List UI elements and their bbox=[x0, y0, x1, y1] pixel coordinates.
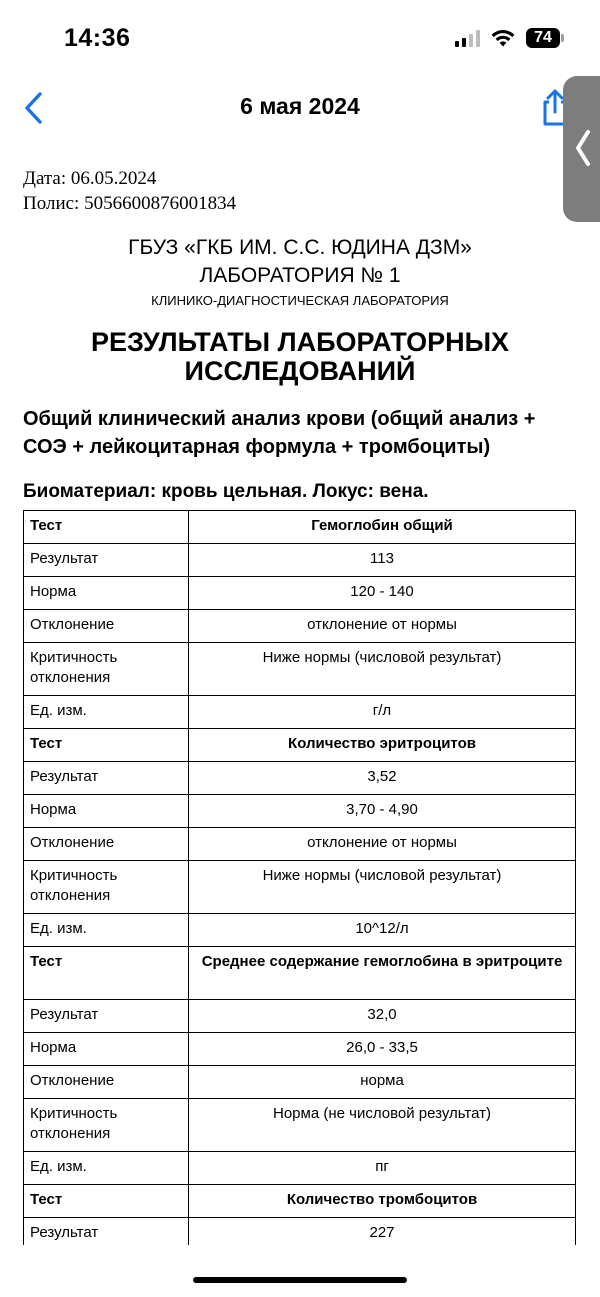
table-row bbox=[24, 643, 576, 696]
table-row bbox=[24, 762, 576, 795]
criticality-value: Норма (не числовой результат) bbox=[189, 1099, 576, 1152]
report-title: РЕЗУЛЬТАТЫ ЛАБОРАТОРНЫХ ИССЛЕДОВАНИЙ bbox=[90, 327, 510, 386]
side-panel-handle[interactable] bbox=[563, 76, 600, 222]
unit-value: 10^12/л bbox=[189, 914, 576, 947]
deviation-value: норма bbox=[189, 1066, 576, 1099]
chevron-left-icon bbox=[573, 128, 593, 168]
document-date: Дата: 06.05.2024 bbox=[23, 168, 157, 189]
table-row bbox=[24, 828, 576, 861]
test-name: Среднее содержание гемоглобина в эритроците bbox=[189, 947, 576, 1000]
label-result: Результат bbox=[24, 1218, 189, 1246]
unit-value: г/л bbox=[189, 696, 576, 729]
label-test: Тест bbox=[24, 947, 189, 1000]
biomaterial-line: Биоматериал: кровь цельная. Локус: вена. bbox=[23, 481, 429, 502]
label-test: Тест bbox=[24, 511, 189, 544]
wifi-icon bbox=[490, 29, 516, 48]
label-test: Тест bbox=[24, 729, 189, 762]
label-norm: Норма bbox=[24, 577, 189, 610]
label-deviation: Отклонение bbox=[24, 1066, 189, 1099]
test-name: Количество эритроцитов bbox=[189, 729, 576, 762]
norm-value: 26,0 - 33,5 bbox=[189, 1033, 576, 1066]
nav-title: 6 мая 2024 bbox=[240, 93, 360, 119]
label-norm: Норма bbox=[24, 1033, 189, 1066]
battery-icon bbox=[526, 28, 560, 48]
deviation-value: отклонение от нормы bbox=[189, 828, 576, 861]
label-unit: Ед. изм. bbox=[24, 696, 189, 729]
status-time: 14:36 bbox=[64, 24, 131, 52]
table-row bbox=[24, 1033, 576, 1066]
norm-value: 3,70 - 4,90 bbox=[189, 795, 576, 828]
document-meta bbox=[23, 166, 236, 216]
label-deviation: Отклонение bbox=[24, 828, 189, 861]
label-criticality: Критичность отклонения bbox=[24, 643, 189, 696]
criticality-value: Ниже нормы (числовой результат) bbox=[189, 861, 576, 914]
table-row bbox=[24, 577, 576, 610]
label-deviation: Отклонение bbox=[24, 610, 189, 643]
table-row bbox=[24, 1000, 576, 1033]
test-name: Количество тромбоцитов bbox=[189, 1185, 576, 1218]
cellular-signal-icon bbox=[455, 29, 480, 47]
laboratory-subtitle: КЛИНИКО-ДИАГНОСТИЧЕСКАЯ ЛАБОРАТОРИЯ bbox=[151, 293, 449, 308]
label-unit: Ед. изм. bbox=[24, 914, 189, 947]
norm-value: 120 - 140 bbox=[189, 577, 576, 610]
table-row bbox=[24, 610, 576, 643]
deviation-value: отклонение от нормы bbox=[189, 610, 576, 643]
nav-bar bbox=[0, 80, 600, 136]
label-criticality: Критичность отклонения bbox=[24, 861, 189, 914]
label-result: Результат bbox=[24, 544, 189, 577]
analysis-name: Общий клинический анализ крови (общий анализ + СОЭ + лейкоцитарная формула + тромбоциты) bbox=[23, 408, 536, 458]
test-name: Гемоглобин общий bbox=[189, 511, 576, 544]
status-bar bbox=[0, 0, 600, 80]
status-icons bbox=[455, 28, 560, 48]
test-header-row bbox=[24, 511, 576, 544]
label-result: Результат bbox=[24, 1000, 189, 1033]
table-row bbox=[24, 861, 576, 914]
result-value: 32,0 bbox=[189, 1000, 576, 1033]
test-header-row bbox=[24, 1185, 576, 1218]
table-row bbox=[24, 1152, 576, 1185]
result-value: 3,52 bbox=[189, 762, 576, 795]
label-norm: Норма bbox=[24, 795, 189, 828]
label-result: Результат bbox=[24, 762, 189, 795]
laboratory-name: ЛАБОРАТОРИЯ № 1 bbox=[199, 264, 401, 287]
label-criticality: Критичность отклонения bbox=[24, 1099, 189, 1152]
battery-level: 74 bbox=[534, 29, 552, 46]
table-row bbox=[24, 914, 576, 947]
label-unit: Ед. изм. bbox=[24, 1152, 189, 1185]
table-row bbox=[24, 696, 576, 729]
label-test: Тест bbox=[24, 1185, 189, 1218]
criticality-value: Ниже нормы (числовой результат) bbox=[189, 643, 576, 696]
results-table bbox=[23, 510, 576, 1245]
table-row bbox=[24, 1099, 576, 1152]
table-row bbox=[24, 795, 576, 828]
unit-value: пг bbox=[189, 1152, 576, 1185]
test-header-row bbox=[24, 947, 576, 1000]
table-row bbox=[24, 1066, 576, 1099]
results-table-container[interactable] bbox=[23, 510, 576, 1245]
document-policy: Полис: 5056600876001834 bbox=[23, 193, 237, 214]
table-row bbox=[24, 1218, 576, 1246]
test-header-row bbox=[24, 729, 576, 762]
table-row bbox=[24, 544, 576, 577]
result-value: 227 bbox=[189, 1218, 576, 1246]
home-indicator[interactable] bbox=[193, 1277, 407, 1283]
result-value: 113 bbox=[189, 544, 576, 577]
organization-name: ГБУЗ «ГКБ ИМ. С.С. ЮДИНА ДЗМ» bbox=[128, 236, 472, 259]
